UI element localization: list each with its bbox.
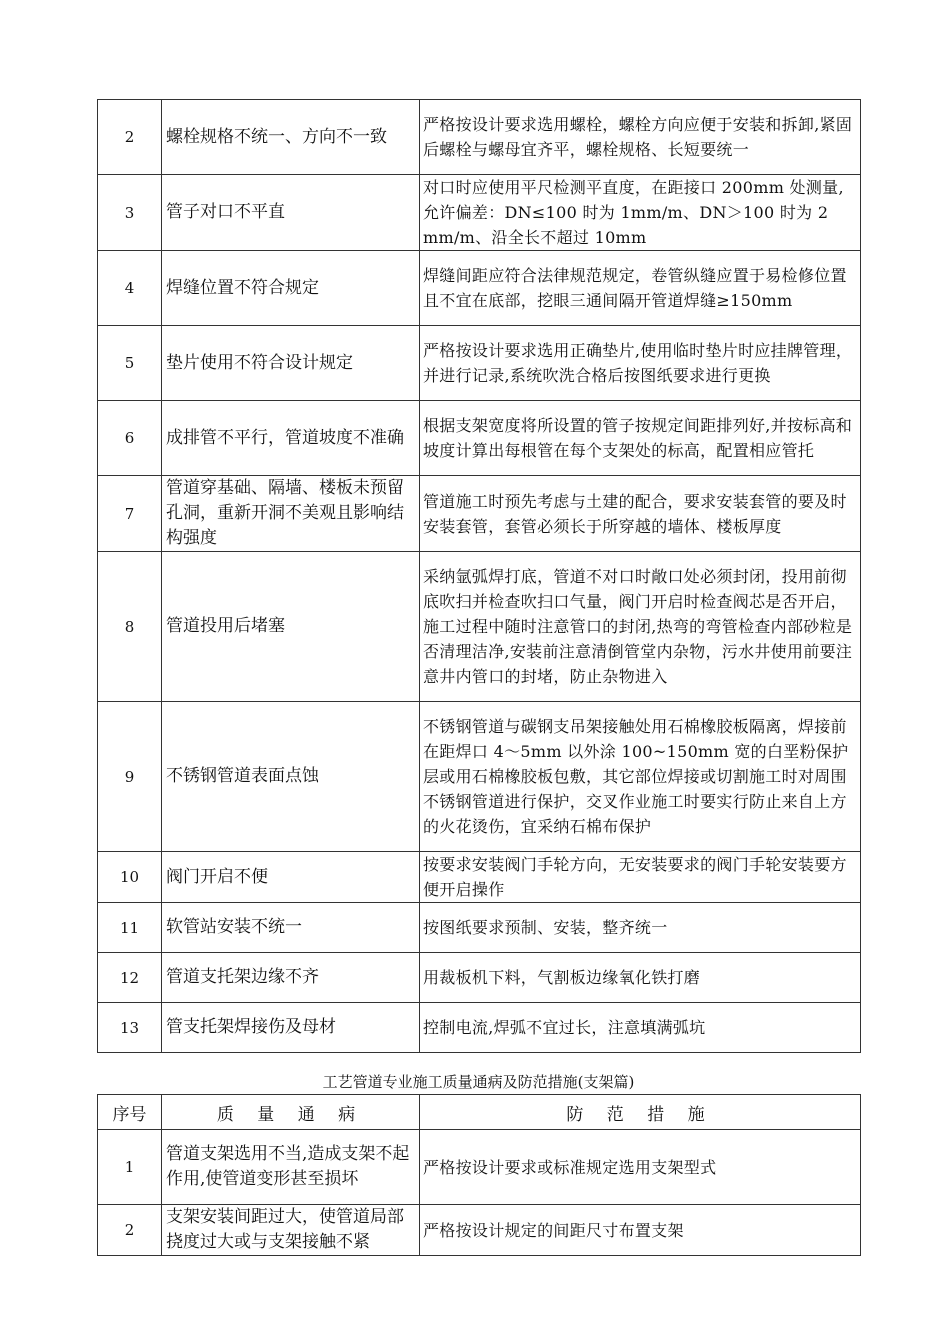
table-row [98,1205,861,1256]
prevention-measure: 用裁板机下料，气割板边缘氧化铁打磨 [420,953,861,1003]
support-defects-table [97,1094,861,1256]
header-row [98,1095,861,1130]
quality-defect: 成排管不平行，管道坡度不准确 [162,401,420,476]
header-measure: 防 范 措 施 [420,1095,861,1130]
prevention-measure: 采纳氩弧焊打底，管道不对口时敞口处必须封闭，投用前彻底吹扫并检查吹扫口气量，阀门开启时检查阀芯是否开启，施工过程中随时注意管口的封闭,热弯的弯管检查内部砂粒是否清理洁净,安装前注意清倒管堂内杂物，污水井使用前要注意井内管口的封堵，防止杂物进入 [420,552,861,702]
quality-defect: 管子对口不平直 [162,175,420,251]
row-number: 2 [98,100,162,175]
prevention-measure: 焊缝间距应符合法律规范规定，卷管纵缝应置于易检修位置且不宜在底部，挖眼三通间隔开管道焊缝≥150mm [420,251,861,326]
prevention-measure: 按要求安装阀门手轮方向，无安装要求的阀门手轮安装要方便开启操作 [420,852,861,903]
table-row [98,326,861,401]
prevention-measure: 严格按设计要求选用正确垫片,使用临时垫片时应挂牌管理，并进行记录,系统吹洗合格后按图纸要求进行更换 [420,326,861,401]
prevention-measure: 严格按设计要求或标准规定选用支架型式 [420,1130,861,1205]
row-number: 8 [98,552,162,702]
quality-defect: 焊缝位置不符合规定 [162,251,420,326]
row-number: 12 [98,953,162,1003]
quality-defect: 阀门开启不便 [162,852,420,903]
quality-defect: 螺栓规格不统一、方向不一致 [162,100,420,175]
table-row [98,476,861,552]
row-number: 2 [98,1205,162,1256]
prevention-measure: 控制电流,焊弧不宜过长，注意填满弧坑 [420,1003,861,1053]
row-number: 9 [98,702,162,852]
prevention-measure: 管道施工时预先考虑与土建的配合，要求安装套管的要及时安装套管，套管必须长于所穿越的墙体、楼板厚度 [420,476,861,552]
prevention-measure: 对口时应使用平尺检测平直度，在距接口 200mm 处测量,允许偏差：DN≤100 时为 1mm/m、DN＞100 时为 2 mm/m、沿全长不超过 10mm [420,175,861,251]
row-number: 13 [98,1003,162,1053]
row-number: 11 [98,903,162,953]
prevention-measure: 严格按设计要求选用螺栓，螺栓方向应便于安装和拆卸,紧固后螺栓与螺母宜齐平，螺栓规格、长短要统一 [420,100,861,175]
table-row [98,100,861,175]
table-row [98,953,861,1003]
quality-defect: 管道支托架边缘不齐 [162,953,420,1003]
prevention-measure: 不锈钢管道与碳钢支吊架接触处用石棉橡胶板隔离，焊接前在距焊口 4～5mm 以外涂 100~150mm 宽的白垩粉保护层或用石棉橡胶板包敷，其它部位焊接或切割施工时对周围不锈钢管道进行保护，交叉作业施工时要实行防止来自上方的火花烫伤，宜采纳石棉布保护 [420,702,861,852]
quality-defect: 支架安装间距过大，使管道局部挠度过大或与支架接触不紧 [162,1205,420,1256]
quality-defect: 垫片使用不符合设计规定 [162,326,420,401]
prevention-measure: 按图纸要求预制、安装，整齐统一 [420,903,861,953]
quality-defect: 软管站安装不统一 [162,903,420,953]
quality-defect: 管支托架焊接伤及母材 [162,1003,420,1053]
row-number: 4 [98,251,162,326]
table-row [98,552,861,702]
prevention-measure: 严格按设计规定的间距尺寸布置支架 [420,1205,861,1256]
quality-defect: 不锈钢管道表面点蚀 [162,702,420,852]
quality-defect: 管道穿基础、隔墙、楼板未预留孔洞，重新开洞不美观且影响结构强度 [162,476,420,552]
header-problem: 质 量 通 病 [162,1095,420,1130]
table-row [98,702,861,852]
quality-defect: 管道投用后堵塞 [162,552,420,702]
quality-defect: 管道支架选用不当,造成支架不起作用,使管道变形甚至损坏 [162,1130,420,1205]
table-row [98,903,861,953]
table-row [98,1130,861,1205]
table-row [98,175,861,251]
table-caption: 工艺管道专业施工质量通病及防范措施(支架篇) [322,1073,635,1091]
row-number: 1 [98,1130,162,1205]
table-row [98,1003,861,1053]
row-number: 3 [98,175,162,251]
prevention-measure: 根据支架宽度将所设置的管子按规定间距排列好,并按标高和坡度计算出每根管在每个支架处的标高，配置相应管托 [420,401,861,476]
row-number: 6 [98,401,162,476]
row-number: 5 [98,326,162,401]
row-number: 7 [98,476,162,552]
header-no: 序号 [98,1095,162,1130]
quality-defects-table [97,99,861,1053]
table-row [98,401,861,476]
table-row [98,251,861,326]
table-row [98,852,861,903]
row-number: 10 [98,852,162,903]
